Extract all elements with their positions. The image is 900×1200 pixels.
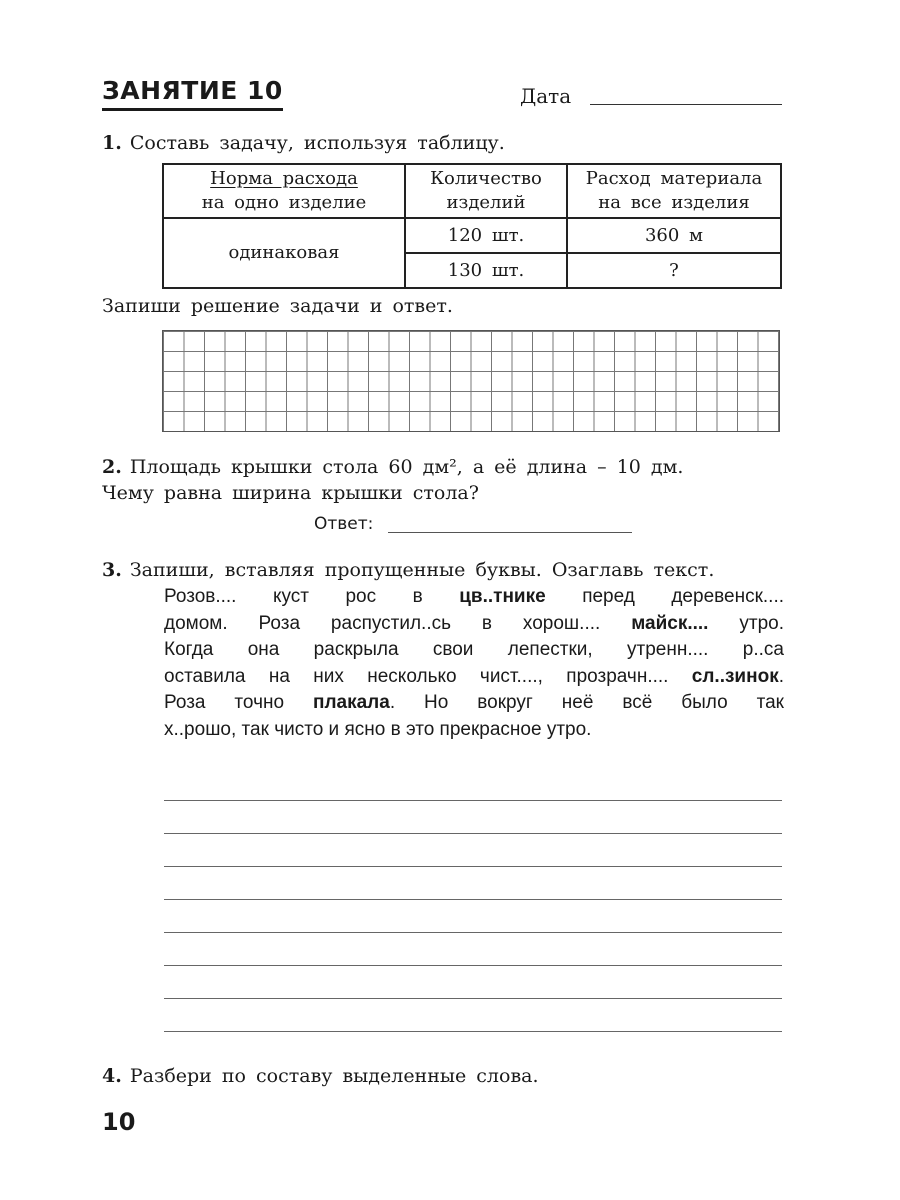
table-header-norm: Норма расхода на одно изделие (163, 164, 405, 218)
writing-line[interactable] (164, 800, 782, 801)
task-2-line-1: Площадь крышки стола 60 дм², а её длина – 10 дм. (129, 456, 684, 478)
writing-line[interactable] (164, 998, 782, 999)
passage-line (164, 717, 784, 744)
highlighted-word: цв..тнике (459, 586, 546, 607)
task-3-heading (102, 557, 714, 583)
writing-line[interactable] (164, 899, 782, 900)
writing-line[interactable] (164, 866, 782, 867)
passage-fragment: Розов.... куст рос в (164, 586, 460, 607)
passage-fragment: х..рошо, так чисто и ясно в это прекрасное утро. (164, 718, 592, 740)
passage-fragment: перед деревенск.... (545, 586, 785, 607)
table-cell-norm: одинаковая (163, 218, 405, 288)
writing-line[interactable] (164, 965, 782, 966)
task-4 (102, 1063, 539, 1089)
date-input-line[interactable] (590, 104, 782, 105)
answer-input-line[interactable] (388, 532, 632, 533)
table-header-total: Расход материала на все изделия (567, 164, 781, 218)
passage-fragment: . Но вокруг неё всё было так (389, 692, 784, 713)
passage-fragment: Роза точно (164, 692, 313, 713)
table-cell-total: 360 м (567, 218, 781, 253)
task-2-number: 2. (102, 456, 122, 478)
date-label: Дата (520, 84, 572, 108)
table-header-count: Количество изделий (405, 164, 567, 218)
answer-label: Ответ: (314, 514, 374, 534)
passage-fragment: домом. Роза распустил..сь в хорош.... (164, 612, 632, 634)
page-number: 10 (102, 1108, 136, 1136)
table-cell-count: 130 шт. (405, 253, 567, 288)
solution-grid[interactable] (162, 330, 780, 432)
consumption-table (162, 163, 782, 289)
passage-text (164, 584, 784, 743)
task-2-line-2: Чему равна ширина крышки стола? (102, 482, 479, 504)
table-cell-count: 120 шт. (405, 218, 567, 253)
highlighted-word: плакала (312, 692, 390, 713)
task-1-text: Составь задачу, используя таблицу. (129, 132, 505, 154)
passage-fragment: утро. (708, 612, 784, 634)
task-4-text: Разбери по составу выделенные слова. (129, 1065, 539, 1087)
solution-prompt: Запиши решение задачи и ответ. (102, 295, 453, 317)
passage-line (164, 584, 784, 611)
passage-line (164, 690, 784, 717)
passage-line (164, 637, 784, 664)
highlighted-word: майск.... (631, 612, 709, 634)
lesson-title: ЗАНЯТИЕ 10 (102, 76, 283, 111)
task-2 (102, 454, 683, 506)
table-cell-total: ? (567, 253, 781, 288)
passage-fragment: . (778, 665, 784, 687)
task-4-number: 4. (102, 1065, 122, 1087)
passage-fragment: оставила на них несколько чист...., прозрачн.... (164, 665, 692, 687)
passage-fragment: Когда она раскрыла свои лепестки, утренн.... р..са (164, 639, 784, 660)
writing-line[interactable] (164, 833, 782, 834)
passage-line (164, 664, 784, 691)
highlighted-word: сл..зинок (691, 665, 779, 687)
task-1-number: 1. (102, 132, 122, 154)
writing-line[interactable] (164, 1031, 782, 1032)
task-3-number: 3. (102, 559, 122, 581)
writing-line[interactable] (164, 932, 782, 933)
passage-line (164, 611, 784, 638)
task-3-text: Запиши, вставляя пропущенные буквы. Озаглавь текст. (129, 559, 715, 581)
task-1-heading (102, 130, 505, 156)
